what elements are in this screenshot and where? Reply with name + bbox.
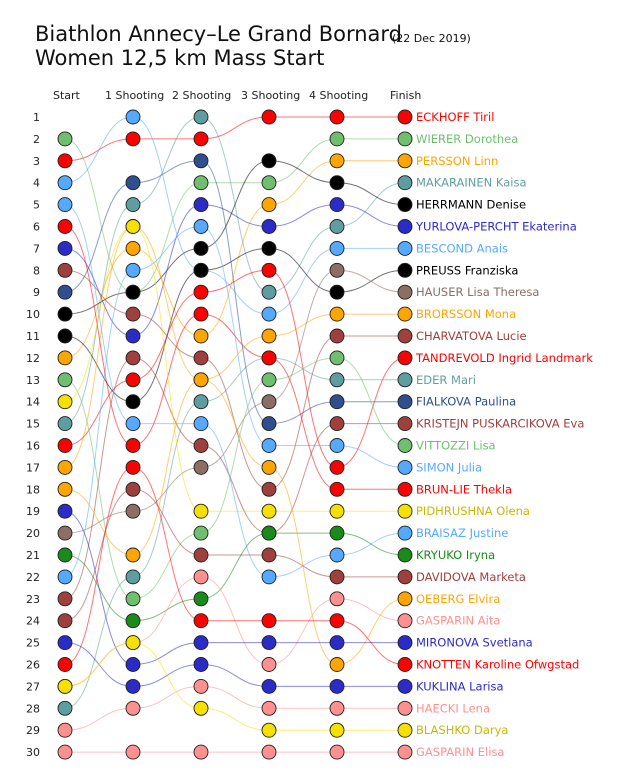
position-dot (262, 439, 276, 453)
position-dot (398, 373, 412, 387)
position-dot (262, 614, 276, 628)
position-dot (398, 241, 412, 255)
rank-label: 1 (33, 111, 40, 124)
position-dot (330, 745, 344, 759)
position-dot (330, 417, 344, 431)
position-dot (58, 701, 72, 715)
position-dot (262, 263, 276, 277)
position-dot (262, 329, 276, 343)
rank-label: 3 (33, 154, 40, 168)
position-dot (330, 526, 344, 540)
athlete-name: EDER Mari (416, 372, 476, 387)
athlete-name: FIALKOVA Paulina (416, 394, 517, 409)
position-dot (262, 658, 276, 672)
position-dot (398, 745, 412, 759)
rank-label: 23 (26, 592, 40, 606)
athlete-name: BRORSSON Mona (416, 307, 517, 322)
position-dot (58, 307, 72, 321)
position-dot (194, 679, 208, 693)
position-dot (330, 176, 344, 190)
position-dot (262, 373, 276, 387)
athlete-line (65, 227, 405, 468)
position-dot (58, 460, 72, 474)
rank-label: 6 (33, 220, 40, 234)
rank-label: 5 (33, 198, 40, 212)
position-dot (330, 351, 344, 365)
position-dot (126, 351, 140, 365)
athlete-name: BLASHKO Darya (416, 723, 509, 738)
athlete-line (65, 686, 405, 730)
rank-label: 11 (26, 330, 40, 343)
position-dot (330, 439, 344, 453)
rank-label: 8 (33, 264, 40, 278)
athlete-name: VITTOZZI Lisa (416, 438, 496, 453)
column-header: 4 Shooting (309, 89, 369, 102)
position-dot (126, 482, 140, 496)
position-dot (330, 482, 344, 496)
rank-label: 30 (26, 746, 40, 760)
rank-label: 25 (26, 636, 40, 650)
athlete-name: GASPARIN Elisa (416, 745, 505, 760)
rank-label: 16 (26, 439, 40, 453)
athlete-line (65, 358, 405, 599)
position-dot (194, 110, 208, 124)
position-dot (262, 460, 276, 474)
position-dot (58, 417, 72, 431)
position-dot (398, 526, 412, 540)
position-dot (398, 110, 412, 124)
position-dot (126, 395, 140, 409)
rank-label: 15 (26, 417, 40, 431)
rank-label: 21 (26, 549, 40, 562)
position-dot (58, 373, 72, 387)
position-dot (398, 548, 412, 562)
athlete-line (65, 577, 405, 687)
position-dot (194, 176, 208, 190)
athlete-name: OEBERG Elvira (416, 591, 501, 606)
position-dot (262, 570, 276, 584)
athlete-name: YURLOVA-PERCHT Ekaterina (416, 219, 577, 234)
position-dot (58, 241, 72, 255)
position-dot (194, 526, 208, 540)
athlete-line (65, 358, 405, 599)
athlete-name: WIERER Dorothea (416, 131, 519, 146)
position-dot (262, 548, 276, 562)
position-dot (262, 723, 276, 737)
position-dot (194, 745, 208, 759)
position-dot (398, 220, 412, 234)
position-dot (126, 285, 140, 299)
position-dot (58, 329, 72, 343)
position-dot (126, 570, 140, 584)
position-dot (126, 658, 140, 672)
position-dot (126, 198, 140, 212)
athlete-name: ECKHOFF Tiril (416, 110, 495, 124)
athlete-name: KRYUKO Iryna (416, 548, 496, 562)
column-header: Start (53, 89, 80, 102)
column-header: 1 Shooting (105, 89, 165, 102)
position-dot (58, 482, 72, 496)
athlete-name: TANDREVOLD Ingrid Landmark (416, 350, 593, 365)
position-dot (398, 351, 412, 365)
position-dot (194, 395, 208, 409)
position-dot (194, 351, 208, 365)
position-dot (58, 614, 72, 628)
rank-label: 24 (26, 614, 40, 628)
position-dot (58, 548, 72, 562)
position-dot (126, 504, 140, 518)
position-dot (126, 329, 140, 343)
position-dot (126, 110, 140, 124)
position-dot (194, 154, 208, 168)
position-dot (262, 482, 276, 496)
position-dot (330, 329, 344, 343)
rank-label: 18 (26, 483, 40, 497)
position-dot (262, 220, 276, 234)
position-dot (262, 679, 276, 693)
position-dot (58, 176, 72, 190)
position-dot (126, 745, 140, 759)
position-dot (262, 198, 276, 212)
position-dot (126, 241, 140, 255)
position-dot (194, 329, 208, 343)
position-dot (126, 417, 140, 431)
column-header: 2 Shooting (172, 89, 232, 102)
rank-label: 7 (33, 242, 40, 256)
position-dot (330, 241, 344, 255)
position-dot (194, 439, 208, 453)
rank-label: 19 (26, 505, 40, 519)
athlete-name: BRUN-LIE Thekla (416, 482, 513, 497)
column-header: 3 Shooting (241, 89, 301, 102)
athlete-name: KRISTEJN PUSKARCIKOVA Eva (416, 416, 585, 431)
position-dot (126, 592, 140, 606)
position-dot (330, 285, 344, 299)
position-dot (58, 198, 72, 212)
position-dot (262, 241, 276, 255)
position-dot (330, 548, 344, 562)
chart-date: (22 Dec 2019) (392, 32, 471, 45)
position-dot (398, 504, 412, 518)
position-dot (330, 263, 344, 277)
athlete-name: KUKLINA Larisa (416, 679, 504, 694)
position-dot (126, 307, 140, 321)
position-dot (398, 658, 412, 672)
position-dot (58, 504, 72, 518)
position-dot (194, 241, 208, 255)
position-dot (398, 460, 412, 474)
position-dot (58, 351, 72, 365)
position-dot (58, 570, 72, 584)
position-dot (58, 679, 72, 693)
position-dot (262, 417, 276, 431)
position-dot (330, 614, 344, 628)
position-dot (194, 263, 208, 277)
position-dot (330, 460, 344, 474)
athlete-line (65, 270, 405, 467)
position-dot (330, 198, 344, 212)
chart-title-line1: Biathlon Annecy–Le Grand Bornard (35, 22, 403, 46)
rank-label: 28 (26, 702, 40, 716)
position-dot (58, 745, 72, 759)
position-dot (262, 110, 276, 124)
position-dot (262, 636, 276, 650)
position-dot (126, 548, 140, 562)
athlete-name: HAUSER Lisa Theresa (416, 285, 540, 300)
rank-label: 17 (26, 461, 40, 475)
athlete-name: BESCOND Anais (416, 241, 509, 256)
position-dot (126, 220, 140, 234)
connector-lines (65, 117, 405, 752)
position-dot (194, 460, 208, 474)
position-dot (194, 636, 208, 650)
position-dot (126, 176, 140, 190)
position-dot (194, 417, 208, 431)
position-dot (262, 285, 276, 299)
athlete-name: CHARVATOVA Lucie (416, 329, 527, 343)
position-dot (58, 658, 72, 672)
position-dot (330, 110, 344, 124)
position-dot (330, 592, 344, 606)
position-dot (58, 220, 72, 234)
position-dot (58, 154, 72, 168)
position-dot (330, 395, 344, 409)
position-dot (398, 395, 412, 409)
position-dot (398, 636, 412, 650)
position-dot (262, 307, 276, 321)
athlete-name: PERSSON Linn (416, 153, 499, 168)
position-dot (194, 132, 208, 146)
position-dot (398, 482, 412, 496)
rank-label: 9 (33, 286, 40, 300)
athlete-name: PIDHRUSHNA Olena (416, 504, 530, 519)
position-dot (262, 701, 276, 715)
rank-label: 12 (26, 351, 40, 365)
position-dot (58, 285, 72, 299)
position-dot (194, 373, 208, 387)
athlete-name: KNOTTEN Karoline Ofwgstad (416, 657, 580, 672)
position-dot (398, 417, 412, 431)
column-header: Finish (390, 89, 422, 102)
athlete-line (65, 358, 405, 708)
position-dot (398, 329, 412, 343)
position-dot (330, 154, 344, 168)
athlete-name: MIRONOVA Svetlana (416, 635, 533, 650)
position-dot (126, 636, 140, 650)
position-dot (398, 679, 412, 693)
position-dot (398, 154, 412, 168)
position-dot (398, 701, 412, 715)
position-dot (126, 679, 140, 693)
position-dot (58, 439, 72, 453)
rank-label: 2 (33, 132, 40, 146)
rank-labels (26, 111, 40, 759)
position-dot (194, 198, 208, 212)
position-dot (330, 504, 344, 518)
position-dot (262, 176, 276, 190)
position-dot (262, 504, 276, 518)
position-dot (330, 636, 344, 650)
athlete-name: SIMON Julia (416, 460, 483, 475)
position-dot (330, 701, 344, 715)
position-dot (262, 395, 276, 409)
position-dot (194, 592, 208, 606)
position-dot (126, 263, 140, 277)
position-dot (58, 723, 72, 737)
rank-label: 10 (26, 308, 40, 322)
position-dot (194, 220, 208, 234)
position-dot (398, 592, 412, 606)
athlete-name: MAKARAINEN Kaisa (416, 175, 527, 190)
position-dot (330, 132, 344, 146)
position-dot (194, 614, 208, 628)
position-dot (126, 439, 140, 453)
position-dot (194, 570, 208, 584)
position-dot (330, 723, 344, 737)
athlete-labels (415, 110, 593, 759)
position-dot (330, 307, 344, 321)
chart-title-line2: Women 12,5 km Mass Start (35, 46, 325, 70)
position-dot (262, 526, 276, 540)
position-dot (262, 154, 276, 168)
position-dot (126, 460, 140, 474)
position-dot (58, 395, 72, 409)
rank-label: 4 (33, 176, 40, 190)
rank-label: 20 (26, 527, 40, 541)
position-dot (330, 658, 344, 672)
rank-label: 22 (26, 570, 40, 584)
position-dot (330, 679, 344, 693)
athlete-name: GASPARIN Aita (416, 613, 501, 628)
athlete-name: HERRMANN Denise (416, 197, 527, 212)
rank-label: 27 (26, 680, 40, 694)
position-dot (330, 570, 344, 584)
column-headers (53, 89, 421, 102)
position-dot (194, 658, 208, 672)
position-dot (194, 285, 208, 299)
rank-label: 14 (26, 395, 40, 409)
position-dot (398, 439, 412, 453)
position-dot (194, 548, 208, 562)
athlete-line (65, 511, 405, 664)
position-dot (58, 636, 72, 650)
position-dot (398, 614, 412, 628)
position-dot (398, 198, 412, 212)
athlete-name: BRAISAZ Justine (416, 526, 509, 541)
athlete-name: DAVIDOVA Marketa (416, 569, 526, 584)
position-dot (330, 220, 344, 234)
position-dot (58, 526, 72, 540)
position-dot (58, 132, 72, 146)
rank-label: 29 (26, 724, 40, 738)
position-dot (126, 701, 140, 715)
position-dot (398, 176, 412, 190)
athlete-name: HAECKI Lena (416, 701, 491, 716)
position-dot (398, 132, 412, 146)
position-dot (398, 285, 412, 299)
position-dot (126, 132, 140, 146)
position-dot (126, 614, 140, 628)
athlete-name: PREUSS Franziska (416, 263, 519, 278)
position-dot (398, 307, 412, 321)
position-dot (194, 701, 208, 715)
position-dot (262, 745, 276, 759)
position-dot (126, 373, 140, 387)
rank-label: 26 (26, 658, 40, 672)
position-dot (398, 570, 412, 584)
rank-label: 13 (26, 373, 40, 387)
position-dot (398, 263, 412, 277)
position-dot (194, 307, 208, 321)
position-dot (398, 723, 412, 737)
position-dot (330, 373, 344, 387)
position-dot (194, 504, 208, 518)
position-dot (58, 263, 72, 277)
position-dot (262, 351, 276, 365)
position-dot (58, 592, 72, 606)
